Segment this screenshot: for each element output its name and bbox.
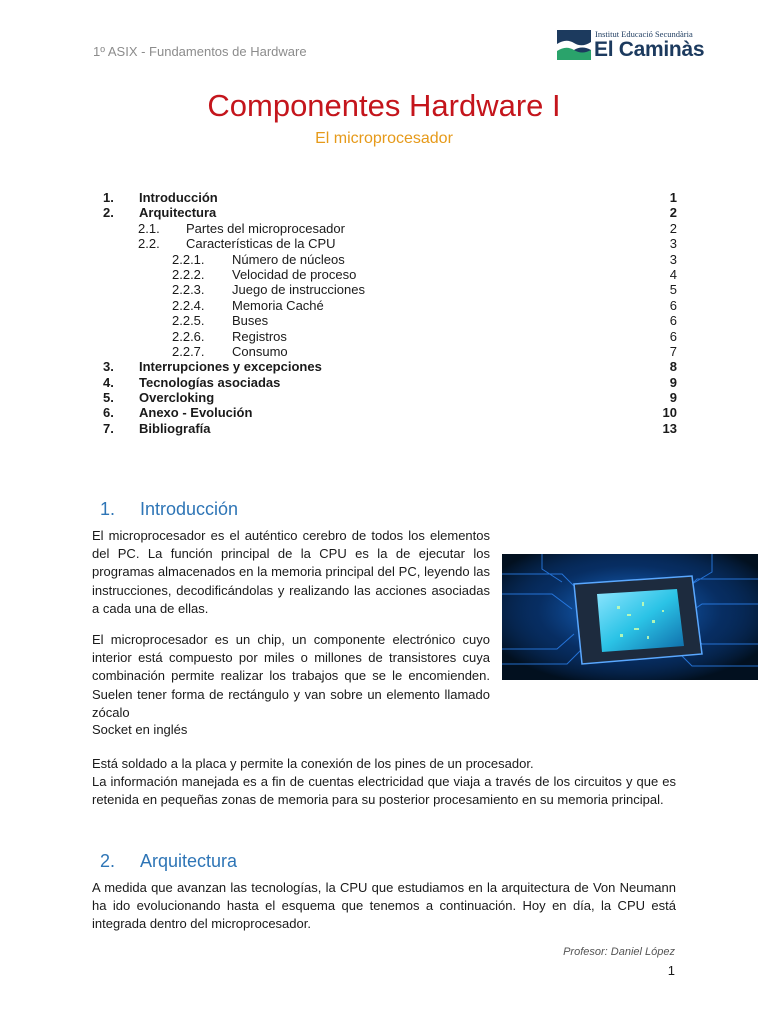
toc-entry[interactable] xyxy=(103,390,677,405)
toc-entry-number: 2.2.4. xyxy=(172,297,205,313)
toc-entry[interactable] xyxy=(103,267,677,282)
toc-entry-label: Anexo - Evolución xyxy=(139,405,253,421)
toc-entry-number: 2.1. xyxy=(138,220,160,236)
toc-entry-page: 3 xyxy=(669,251,677,267)
toc-entry-page: 6 xyxy=(669,313,677,329)
toc-entry-number: 6. xyxy=(103,405,114,421)
toc-entry-page: 7 xyxy=(669,343,677,359)
toc-entry[interactable] xyxy=(103,375,677,390)
toc-entry-label: Bibliografía xyxy=(139,420,211,436)
toc-entry-label: Partes del microprocesador xyxy=(186,220,345,236)
paragraph: El microprocesador es el auténtico cerebro de todos los elementos del PC. La función principal de la CPU es la de ejecutar los programas almacenados en la memoria principal del PC, leyendo las instrucciones, decodificándolas y realizando las acciones asociadas a cada una de ellas. xyxy=(92,528,490,616)
toc-entry[interactable] xyxy=(103,298,677,313)
document-title: Componentes Hardware I xyxy=(207,88,561,123)
toc-entry-label: Interrupciones y excepciones xyxy=(139,359,322,375)
toc-entry-page: 6 xyxy=(669,297,677,313)
toc-entry[interactable] xyxy=(103,190,677,205)
section-heading-arquitectura xyxy=(100,851,237,872)
toc-entry-label: Juego de instrucciones xyxy=(232,282,365,298)
section-title: Introducción xyxy=(140,499,239,519)
logo-title: El Caminàs xyxy=(594,38,705,61)
toc-entry-label: Registros xyxy=(232,328,287,344)
section-number: 1. xyxy=(100,499,116,519)
document-subtitle: El microprocesador xyxy=(315,130,453,147)
toc-entry-page: 2 xyxy=(669,205,677,221)
toc-entry-number: 2. xyxy=(103,205,114,221)
logo-subtitle: Institut Educació Secundària xyxy=(595,29,693,39)
toc-entry-page: 10 xyxy=(662,405,677,421)
toc-entry[interactable] xyxy=(103,329,677,344)
paragraph: A medida que avanzan las tecnologías, la CPU que estudiamos en la arquitectura de Von Neumann ha ido evolucionando hasta el esquema que tenemos a continuación. Hoy en día, la CPU está integrada dentro del microprocesador. xyxy=(92,880,676,932)
toc-entry-number: 2.2.5. xyxy=(172,313,205,329)
paragraph: El microprocesador es un chip, un componente electrónico cuyo interior está compuesto por miles o millones de transistores cuya combinación permite realizar los trabajos que se le encomienden. Suelen tener forma de rectángulo y van sobre un elemento llamado zócalo xyxy=(92,632,490,720)
toc-entry-label: Memoria Caché xyxy=(232,297,324,313)
toc-entry-number: 2.2.1. xyxy=(172,251,205,267)
toc-entry-number: 2.2.7. xyxy=(172,343,205,359)
toc-entry[interactable] xyxy=(103,359,677,374)
toc-entry-label: Arquitectura xyxy=(139,205,217,221)
paragraph: Socket en inglés xyxy=(92,722,188,737)
page-number: 1 xyxy=(667,963,675,978)
toc-entry-number: 7. xyxy=(103,420,114,436)
toc-entry-number: 5. xyxy=(103,390,114,406)
toc-entry-number: 3. xyxy=(103,359,114,375)
toc-entry-label: Consumo xyxy=(232,343,288,359)
toc-entry-label: Número de núcleos xyxy=(232,251,345,267)
toc-entry[interactable] xyxy=(103,344,677,359)
school-logo xyxy=(557,28,707,62)
paragraph: La información manejada es a fin de cuentas electricidad que viaja a través de los circuitos y que es retenida en pequeñas zonas de memoria para su posterior procesamiento en su memoria principal. xyxy=(92,774,676,808)
toc-entry[interactable] xyxy=(103,236,677,251)
toc-entry-page: 5 xyxy=(669,282,677,298)
cpu-chip-image xyxy=(502,554,758,680)
toc-entry-page: 8 xyxy=(669,359,677,375)
toc-entry-number: 2.2.3. xyxy=(172,282,205,298)
toc-entry-label: Velocidad de proceso xyxy=(232,266,357,282)
toc-entry-page: 9 xyxy=(669,390,677,406)
toc-entry-label: Introducción xyxy=(139,190,218,205)
section-number: 2. xyxy=(100,851,116,871)
section-heading-introduccion xyxy=(100,499,238,520)
toc-entry-number: 2.2.6. xyxy=(172,328,205,344)
toc-entry[interactable] xyxy=(103,421,677,436)
toc-entry-number: 2.2. xyxy=(138,236,160,252)
toc-entry-number: 2.2.2. xyxy=(172,266,205,282)
toc-entry-label: Características de la CPU xyxy=(186,236,336,252)
table-of-contents xyxy=(103,190,677,436)
toc-entry[interactable] xyxy=(103,252,677,267)
footer-professor: Profesor: Daniel López xyxy=(563,946,675,958)
toc-entry-page: 2 xyxy=(669,220,677,236)
toc-entry-label: Overcloking xyxy=(139,390,215,406)
toc-entry-page: 4 xyxy=(669,266,677,282)
toc-entry-number: 4. xyxy=(103,374,114,390)
toc-entry-label: Tecnologías asociadas xyxy=(139,374,281,390)
section-title: Arquitectura xyxy=(140,851,238,871)
toc-entry[interactable] xyxy=(103,221,677,236)
toc-entry-page: 6 xyxy=(669,328,677,344)
paragraph: Está soldado a la placa y permite la conexión de los pines de un procesador. xyxy=(92,756,534,771)
toc-entry[interactable] xyxy=(103,205,677,220)
toc-entry-page: 1 xyxy=(669,190,677,205)
logo-wave-icon xyxy=(557,30,591,60)
toc-entry-page: 3 xyxy=(669,236,677,252)
toc-entry-page: 9 xyxy=(669,374,677,390)
toc-entry-number: 1. xyxy=(103,190,114,205)
toc-entry[interactable] xyxy=(103,405,677,420)
toc-entry[interactable] xyxy=(103,282,677,297)
toc-entry-page: 13 xyxy=(662,420,677,436)
toc-entry[interactable] xyxy=(103,313,677,328)
toc-entry-label: Buses xyxy=(232,313,269,329)
header-course: 1º ASIX - Fundamentos de Hardware xyxy=(93,44,307,59)
